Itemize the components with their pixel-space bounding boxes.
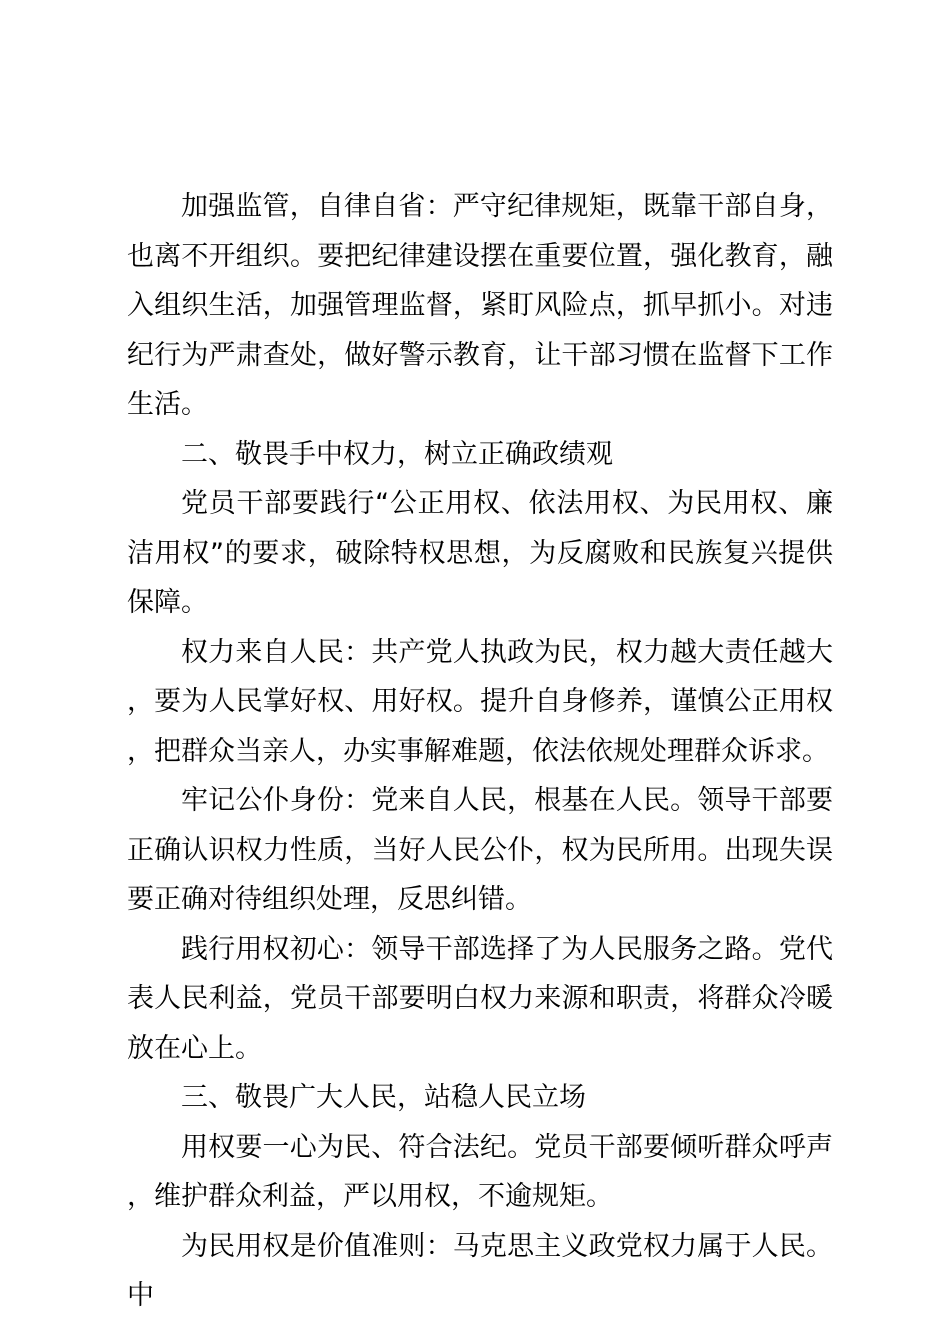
paragraph-supervision: 加强监管，自律自省：严守纪律规矩，既靠干部自身，也离不开组织。要把纪律建设摆在重要位置，强化教育，融入组织生活，加强管理监督，紧盯风险点，抓早抓小。对违纪行为严肃查处，做好警示教育，让干部习惯在监督下工作生活。 [127, 191, 833, 420]
section-heading-3: 三、敬畏广大人民，站稳人民立场 [181, 1082, 586, 1113]
paragraph-power-requirements: 党员干部要践行“公正用权、依法用权、为民用权、廉洁用权”的要求，破除特权思想，为反腐败和民族复兴提供保障。 [127, 488, 833, 618]
paragraph-use-power-for-people: 用权要一心为民、符合法纪。党员干部要倾听群众呼声，维护群众利益，严以用权，不逾规矩。 [127, 1131, 833, 1212]
paragraph-public-servant: 牢记公仆身份：党来自人民，根基在人民。领导干部要正确认识权力性质，当好人民公仆，权为民所用。出现失误要正确对待组织处理，反思纠错。 [127, 785, 833, 915]
paragraph-original-aspiration: 践行用权初心：领导干部选择了为人民服务之路。党代表人民利益，党员干部要明白权力来源和职责，将群众冷暖放在心上。 [127, 933, 833, 1064]
paragraph-power-from-people: 权力来自人民：共产党人执政为民，权力越大责任越大，要为人民掌好权、用好权。提升自身修养，谨慎公正用权，把群众当亲人，办实事解难题，依法依规处理群众诉求。 [127, 636, 833, 767]
document-body [127, 182, 833, 1321]
section-heading-2: 二、敬畏手中权力，树立正确政绩观 [181, 438, 613, 470]
paragraph-value-principle: 为民用权是价值准则：马克思主义政党权力属于人民。中 [127, 1230, 833, 1311]
